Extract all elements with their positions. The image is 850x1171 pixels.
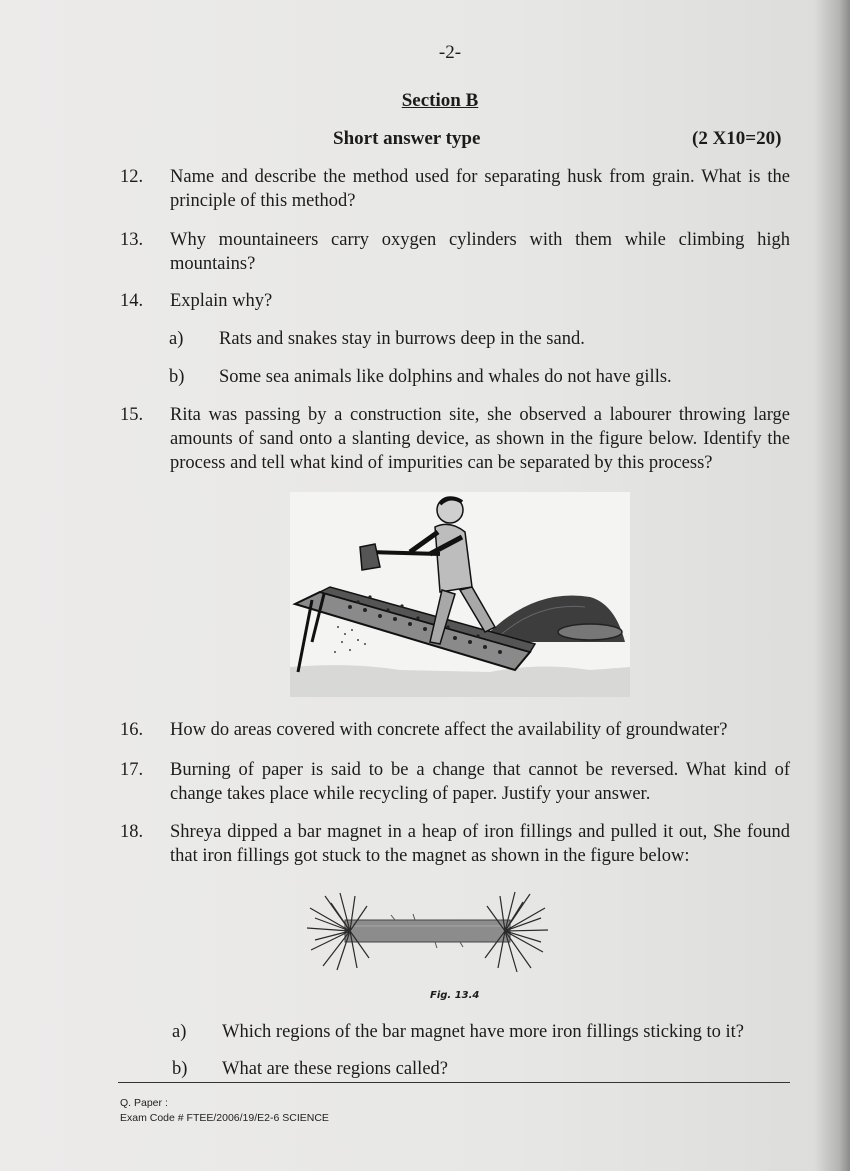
question-text: Explain why? <box>170 291 273 311</box>
part-label: b) <box>172 1059 188 1079</box>
question-number: 14. <box>120 291 144 311</box>
question-number: 16. <box>120 720 144 740</box>
bar-magnet-iron-filings-illustration <box>305 888 550 978</box>
question-text: Rita was passing by a construction site, she observed a labourer throwing large amounts of sand onto a slanting device, as shown in the figure below. Identify the process and tell what kind of impurities can be separated by this process? <box>170 405 790 473</box>
question-text: Name and describe the method used for separating husk from grain. What is the principle of this method? <box>170 167 790 211</box>
question-text: Burning of paper is said to be a change that cannot be reversed. What kind of change takes place while recycling of paper. Justify your answer. <box>170 760 790 804</box>
question-text: How do areas covered with concrete affect the availability of groundwater? <box>170 720 728 740</box>
part-text: Rats and snakes stay in burrows deep in the sand. <box>219 329 585 349</box>
section-marks: (2 X10=20) <box>692 128 782 149</box>
page-edge-shadow <box>814 0 850 1171</box>
part-label: b) <box>169 367 185 387</box>
footer-divider <box>118 1082 790 1083</box>
footer-exam-code: Exam Code # FTEE/2006/19/E2-6 SCIENCE <box>120 1112 329 1124</box>
figure-caption: Fig. 13.4 <box>430 990 480 1001</box>
question-number: 12. <box>120 167 144 187</box>
page-number: -2- <box>438 42 462 63</box>
question-number: 18. <box>120 822 144 842</box>
section-title: Section B <box>401 90 479 111</box>
part-label: a) <box>169 329 184 349</box>
section-subtitle: Short answer type <box>333 128 481 149</box>
part-text: What are these regions called? <box>222 1059 448 1079</box>
part-label: a) <box>172 1022 187 1042</box>
part-text: Some sea animals like dolphins and whales do not have gills. <box>219 367 672 387</box>
question-text: Why mountaineers carry oxygen cylinders with them while climbing high mountains? <box>170 230 790 274</box>
question-number: 13. <box>120 230 144 250</box>
sand-sieving-illustration <box>290 492 630 697</box>
part-text: Which regions of the bar magnet have more iron fillings sticking to it? <box>222 1022 744 1042</box>
question-number: 17. <box>120 760 144 780</box>
question-text: Shreya dipped a bar magnet in a heap of iron fillings and pulled it out, She found that iron fillings got stuck to the magnet as shown in the figure below: <box>170 822 790 866</box>
footer-paper-label: Q. Paper : <box>120 1097 168 1109</box>
question-number: 15. <box>120 405 144 425</box>
